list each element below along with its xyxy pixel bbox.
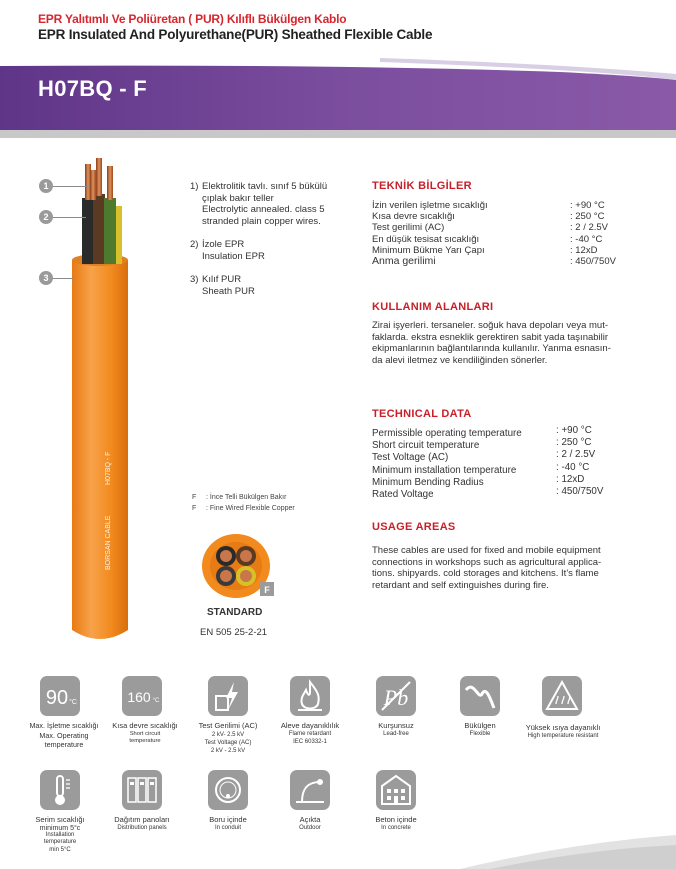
legend-en (192, 505, 295, 512)
kullanim-line: ekipmanlarının bağlantılarında kullanılır. Yanma esnasın- (372, 343, 611, 355)
icon-in-concrete-caption: Beton içinde (375, 815, 417, 824)
technical-label: Minimum installation temperature (372, 464, 517, 476)
component-3-num: 3) (190, 274, 199, 285)
component-2-en-line1: Insulation EPR (202, 250, 265, 262)
component-1-tr-line1: Elektrolitik tavlı. sınıf 5 bükülü (202, 181, 328, 192)
legend-tr (192, 494, 286, 501)
kullanim-line: Zirai işyerleri. tersaneler. soğuk hava depoları veya mut- (372, 320, 609, 331)
icon-flame-retardant-sub: Flame retardant IEC 60332-1 (288, 731, 332, 745)
cable-illustration (60, 150, 150, 650)
legend-tr-text: : İnce Telli Bükülgen Bakır (206, 494, 287, 501)
legend-en-text: : Fine Wired Flexible Copper (206, 505, 295, 512)
technical-row (372, 449, 632, 464)
cable-print-brand: BORSAN CABLE (105, 515, 112, 570)
technical-heading: TECHNICAL DATA (372, 408, 472, 420)
technical-row (372, 461, 632, 477)
thermometer-90-icon (40, 676, 80, 716)
teknik-row (372, 200, 632, 211)
icon-160-glyph: 160 (127, 689, 151, 705)
icon-max-operating-temp-caption: Max. İşletme sıcaklığı (29, 721, 99, 730)
technical-label: Test Voltage (AC) (372, 452, 449, 464)
component-1-en-line2: stranded plain copper wires. (202, 215, 321, 227)
teknik-row (372, 234, 632, 245)
component-3 (190, 274, 255, 297)
component-1 (190, 181, 327, 227)
icon-distribution-panels-caption: Dağıtım panoları (114, 815, 170, 824)
icon-in-concrete-sub: In concrete (381, 825, 411, 831)
usage-line: connections in workshops such as agricultural applica- (372, 556, 602, 568)
teknik-row (372, 256, 632, 267)
icon-test-voltage-caption: Test Gerilimi (AC) (198, 721, 258, 730)
icon-outdoor-caption: Açıkta (299, 815, 321, 824)
title-turkish: EPR Yalıtımlı Ve Poliüretan ( PUR) Kılıflı Bükülgen Kablo (38, 12, 347, 26)
heat-warning-icon (542, 676, 582, 716)
component-1-tr-line2: çıplak bakır teller (202, 192, 274, 204)
thermometer-160-icon (122, 676, 162, 716)
technical-row (372, 425, 632, 440)
icon-90-glyph: 90 (45, 687, 69, 709)
component-1-num: 1) (190, 181, 199, 192)
lead-free-icon (376, 676, 416, 716)
callout-1: 1 (39, 179, 53, 193)
usage-line: retardant and self extinguishes during fire. (372, 579, 549, 591)
callout-2: 2 (39, 210, 53, 224)
callout-line-1 (52, 186, 90, 187)
decorative-swoosh (460, 835, 676, 869)
icon-high-temp-resistant-caption: Yüksek ısıya dayanıklı (525, 723, 601, 732)
teknik-value: : -40 °C (570, 233, 603, 245)
thermometer-low-icon (40, 770, 80, 810)
icon-distribution-panels-sub: Distribution panels (117, 825, 167, 831)
title-english: EPR Insulated And Polyurethane(PUR) Sheathed Flexible Cable (38, 27, 433, 42)
icon-flame-retardant-caption: Aleve dayanıklılık (280, 721, 340, 730)
concrete-building-icon (376, 770, 416, 810)
technical-value: : 450/750V (556, 485, 604, 497)
technical-row (372, 485, 632, 501)
icon-outdoor-sub: Outdoor (299, 825, 321, 831)
icon-160-unit: °C (152, 698, 160, 704)
flexible-cable-icon (460, 676, 500, 716)
component-2-num: 2) (190, 239, 199, 250)
usage-line: These cables are used for fixed and mobile equipment (372, 545, 601, 556)
technical-label: Rated Voltage (372, 488, 434, 500)
icon-lead-free-sub: Lead-free (383, 731, 409, 737)
icon-max-operating-temp-sub: Max. Operating temperature (39, 731, 89, 749)
teknik-row (372, 222, 632, 233)
conduit-icon (208, 770, 248, 810)
component-1-en-line1: Electrolytic annealed. class 5 (202, 204, 325, 215)
outdoor-icon (290, 770, 330, 810)
distribution-panel-icon (122, 770, 162, 810)
technical-label: Permissible operating temperature (372, 428, 522, 439)
product-code-title: H07BQ - F (38, 76, 148, 101)
icon-pb-glyph: Pb (383, 685, 409, 710)
kullanim-line: da alevi iletmez ve kendiliğinden sönerler. (372, 354, 548, 366)
teknik-label: Test gerilimi (AC) (372, 222, 445, 234)
cross-section-badge: F (264, 585, 270, 595)
icon-short-circuit-temp-caption: Kısa devre sıcaklığı (112, 721, 178, 730)
icon-90-unit: °C (69, 699, 77, 706)
standard-label: STANDARD (207, 607, 263, 618)
component-2 (190, 239, 265, 262)
component-3-en-line1: Sheath PUR (202, 285, 255, 297)
cable-print-code: H07BQ - F (105, 451, 112, 485)
icon-min-installation-temp-sub: minimum 5°c Installation temperature min 5°C (39, 825, 81, 853)
component-2-tr-line1: İzole EPR (202, 239, 245, 250)
icon-min-installation-temp-caption: Serim sıcaklığı (35, 815, 85, 824)
teknik-value: : 2 / 2.5V (570, 222, 609, 234)
technical-label: Minimum Bending Radius (372, 476, 484, 488)
standard-value: EN 505 25-2-21 (200, 627, 268, 638)
icon-lead-free-caption: Kurşunsuz (378, 721, 414, 730)
teknik-value: : +90 °C (570, 200, 605, 211)
technical-label: Short circuit temperature (372, 440, 480, 452)
teknik-label: Kısa devre sıcaklığı (372, 211, 455, 223)
lightning-icon (208, 676, 248, 716)
flame-icon (290, 676, 330, 716)
usage-text (372, 545, 632, 591)
technical-value: : 2 / 2.5V (556, 449, 596, 461)
teknik-heading: TEKNİK BİLGİLER (372, 180, 472, 192)
teknik-value: : 250 °C (570, 211, 605, 223)
callout-line-3 (52, 278, 74, 279)
technical-table (372, 425, 632, 501)
icon-in-conduit-sub: In conduit (214, 825, 242, 831)
teknik-label: Anma gerilimi (372, 254, 436, 267)
technical-value: : -40 °C (556, 461, 590, 473)
icon-in-conduit-caption: Boru içinde (209, 815, 247, 824)
icon-high-temp-resistant-sub: High temperature resistant (527, 733, 599, 739)
teknik-row (372, 211, 632, 222)
teknik-label: En düşük tesisat sıcaklığı (372, 233, 480, 245)
kullanim-line: faklarda. ekstra esneklik gerektiren sabit yada taşınabilir (372, 331, 609, 343)
teknik-table (372, 200, 632, 267)
icon-flexible-caption: Bükülgen (464, 721, 496, 730)
teknik-value: : 12xD (570, 244, 598, 256)
band-divider (0, 130, 676, 138)
usage-heading: USAGE AREAS (372, 521, 456, 533)
teknik-label: İzin verilen işletme sıcaklığı (372, 200, 488, 211)
callout-3: 3 (39, 271, 53, 285)
kullanim-text (372, 320, 634, 366)
cross-section-illustration (200, 532, 280, 602)
technical-value: : 12xD (556, 473, 585, 485)
technical-value: : 250 °C (556, 437, 592, 449)
teknik-value: : 450/750V (570, 255, 616, 267)
usage-line: tions. shipyards. cold storages and kitchens. It's flame (372, 568, 599, 580)
icon-flexible-sub: Flexible (469, 731, 491, 737)
teknik-label: Minimum Bükme Yarı Çapı (372, 244, 485, 256)
legend-en-key: F (192, 505, 197, 512)
technical-value: : +90 °C (556, 425, 592, 436)
kullanim-heading: KULLANIM ALANLARI (372, 301, 494, 313)
icon-short-circuit-temp-sub: Short circuit temperature (129, 731, 161, 744)
legend-tr-key: F (192, 494, 197, 501)
callout-line-2 (52, 217, 86, 218)
component-3-tr-line1: Kılıf PUR (202, 274, 242, 285)
icon-test-voltage-sub: 2 kV- 2.5 kV Test Voltage (AC) 2 kV - 2.5 kV (204, 732, 252, 754)
